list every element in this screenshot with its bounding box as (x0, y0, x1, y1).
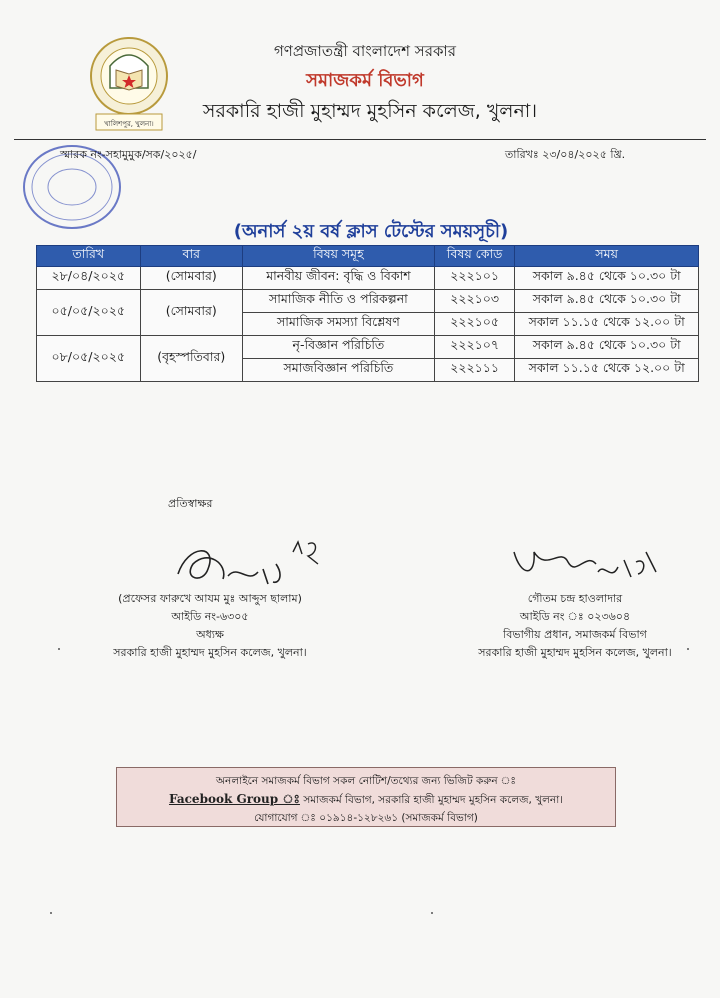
table-row (37, 290, 699, 313)
head-designation: বিভাগীয় প্রধান, সমাজকর্ম বিভাগ (503, 628, 647, 641)
header-code: বিষয় কোড (434, 246, 514, 267)
cell-code: ২২২১০৭ (434, 336, 514, 359)
cell-time: সকাল ৯.৪৫ থেকে ১০.৩০ টা (515, 290, 699, 313)
cell-subject: নৃ-বিজ্ঞান পরিচিতি (242, 336, 434, 359)
scan-speck (687, 648, 689, 650)
header-day: বার (140, 246, 242, 267)
memo-number: স্মারক নং-সহামুমুক/সক/২০২৫/ (60, 148, 197, 161)
cell-subject: মানবীয় জীবন: বৃদ্ধি ও বিকাশ (242, 267, 434, 290)
online-notice-box (116, 767, 616, 827)
issue-date: তারিখঃ ২৩/০৪/২০২৫ খ্রি. (505, 148, 626, 161)
cell-subject: সামাজিক নীতি ও পরিকল্পনা (242, 290, 434, 313)
principal-id: আইডি নং-৬৩০৫ (171, 610, 249, 623)
head-signature (506, 532, 666, 592)
contact-line: যোগাযোগ ঃ ০১৯১৪-১২৮২৬১ (সমাজকর্ম বিভাগ) (254, 812, 478, 824)
header-date: তারিখ (37, 246, 141, 267)
cell-day: (বৃহস্পতিবার) (140, 336, 242, 382)
facebook-group-link[interactable]: Facebook Group ঃ (168, 792, 300, 806)
scan-speck (431, 912, 433, 914)
cell-time: সকাল ১১.১৫ থেকে ১২.০০ টা (515, 313, 699, 336)
schedule-title: (অনার্স ২য় বর্ষ ক্লাস টেস্টের সময়সূচী) (233, 221, 509, 242)
cell-subject: সামাজিক সমস্যা বিশ্লেষণ (242, 313, 434, 336)
cell-time: সকাল ৯.৪৫ থেকে ১০.৩০ টা (515, 267, 699, 290)
head-id: আইডি নং ঃ ০২৩৬০৪ (519, 610, 631, 623)
cell-date: ০৮/০৫/২০২৫ (37, 336, 141, 382)
header-subject: বিষয় সমূহ (242, 246, 434, 267)
head-block (455, 590, 695, 662)
cell-code: ২২২১০১ (434, 267, 514, 290)
table-header-row (37, 246, 699, 267)
header-divider (14, 139, 706, 140)
cell-subject: সমাজবিজ্ঞান পরিচিতি (242, 359, 434, 382)
cell-time: সকাল ১১.১৫ থেকে ১২.০০ টা (515, 359, 699, 382)
cell-date: ২৮/০৪/২০২৫ (37, 267, 141, 290)
cell-code: ২২২১০৩ (434, 290, 514, 313)
college-title: সরকারি হাজী মুহাম্মদ মুহসিন কলেজ, খুলনা। (202, 100, 538, 122)
govt-title: গণপ্রজাতন্ত্রী বাংলাদেশ সরকার (273, 42, 457, 60)
principal-block (90, 590, 330, 662)
logo-caption: খালিশপুর, খুলনা। (104, 120, 154, 128)
cell-day: (সোমবার) (140, 267, 242, 290)
principal-designation: অধ্যক্ষ (196, 628, 224, 641)
cell-time: সকাল ৯.৪৫ থেকে ১০.৩০ টা (515, 336, 699, 359)
notice-line: অনলাইনে সমাজকর্ম বিভাগ সকল নোটিশ/তথ্যের জন্য ভিজিট করুন ঃ (215, 775, 517, 787)
table-row (37, 336, 699, 359)
college-logo (88, 36, 170, 134)
facebook-group-text: সমাজকর্ম বিভাগ, সরকারি হাজী মুহাম্মদ মুহসিন কলেজ, খুলনা। (303, 794, 563, 806)
head-institution: সরকারি হাজী মুহাম্মদ মুহসিন কলেজ, খুলনা। (478, 646, 672, 659)
head-name: গৌতম চন্দ্র হাওলাদার (527, 592, 623, 605)
table-row (37, 267, 699, 290)
facebook-line (117, 790, 615, 809)
cell-date: ০৫/০৫/২০২৫ (37, 290, 141, 336)
scan-speck (58, 648, 60, 650)
schedule-table (36, 245, 699, 382)
principal-name: (প্রফেসর ফারুখে আযম মুঃ আব্দুস ছালাম) (118, 592, 302, 605)
cell-code: ২২২১০৫ (434, 313, 514, 336)
countersign-label: প্রতিস্বাক্ষর (168, 497, 213, 510)
scan-speck (50, 912, 52, 914)
department-title: সমাজকর্ম বিভাগ (306, 70, 424, 91)
header-time: সময় (515, 246, 699, 267)
principal-signature (168, 534, 338, 594)
cell-day: (সোমবার) (140, 290, 242, 336)
principal-institution: সরকারি হাজী মুহাম্মদ মুহসিন কলেজ, খুলনা। (113, 646, 307, 659)
cell-code: ২২২১১১ (434, 359, 514, 382)
